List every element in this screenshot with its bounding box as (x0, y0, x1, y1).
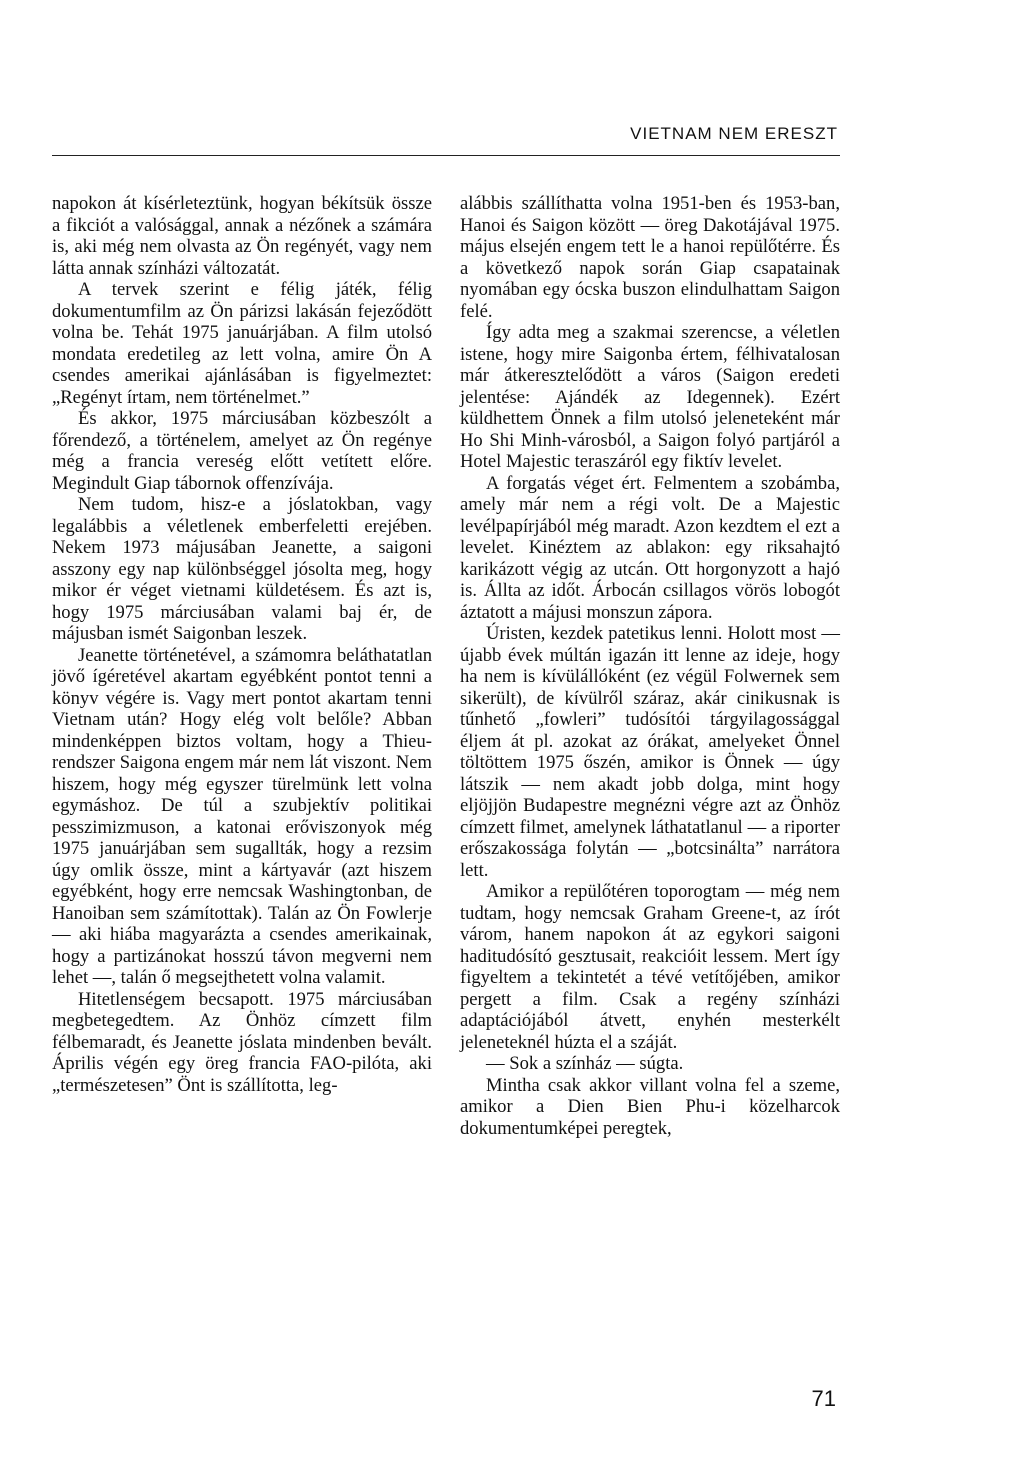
page-number: 71 (811, 1386, 836, 1411)
paragraph: — Sok a színház — súgta. (486, 1053, 684, 1074)
running-header: VIETNAM NEM ERESZT (630, 124, 838, 143)
paragraph: Így adta meg a szakmai szerencse, a véletlen istene, hogy mire Saigonba értem, félhivatalosan már átkeresztelődött a város (Saigon eredeti jelentése: Ajándék az Idegennek). Ezért küldhettem Önnek a film utolsó jeleneteként már Ho Shi Minh-városból, a Saigon folyó partjáról a Hotel Majestic teraszáról egy fiktív levelet. (460, 322, 840, 472)
paragraph: A forgatás véget ért. Felmentem a szobámba, amely már nem a régi volt. De a Majestic levélpapírjából még maradt. Azon kezdtem el ezt a levelet. Kinéztem az ablakon: egy riksahajtó karikázott végig az utcán. Ott horgonyzott a hajó is. Állta az időt. Árbocán csillagos vörös lobogót áztatott a májusi monszun zápora. (460, 472, 840, 623)
paragraph: Mintha csak akkor villant volna fel a szeme, amikor a Dien Bien Phu-i közelharcok dokumentumképei peregtek, (460, 1074, 840, 1139)
paragraph: Hitetlenségem becsapott. 1975 márciusában megbetegedtem. Az Önhöz címzett film félbemaradt, és Jeanette jóslata mindenben bevált. Április végén egy öreg francia FAO-pilóta, aki „természetesen” Önt is szállította, leg- (52, 988, 432, 1096)
paragraph: napokon át kísérleteztünk, hogyan békítsük össze a fikciót a valósággal, annak a nézőnek a számára is, aki még nem olvasta az Ön regényét, vagy nem látta annak színházi változatát. (52, 193, 432, 279)
paragraph: Jeanette történetével, a számomra beláthatatlan jövő ígéretével akartam egyébként pontot tenni a könyv végére is. Vagy mert pontot akartam tenni Vietnam után? Hogy elég volt belőle? Abban mindenképpen biztos voltam, hogy a Thieu-rendszer Saigona engem már nem lát viszont. Nem hiszem, hogy még egyszer türelmünk lett volna egymáshoz. De túl a szubjektív politikai pesszimizmuson, a katonai erőviszonyok még 1975 januárjában sem sugallták, hogy a rezsim úgy omlik össze, mint a kártyavár (azt hiszem egyébként, hogy erre nemcsak Washingtonban, de Hanoiban sem számítottak). Talán az Ön Fowlerje — aki hiába magyarázta a csendes amerikainak, hogy a partizánokat hosszú távon megverni nem lehet —, talán ő megsejthetett volna valamit. (52, 644, 432, 988)
paragraph: Úristen, kezdek patetikus lenni. Holott most — újabb évek múltán igazán itt lenne az ideje, hogy ha nem is kívülállóként (ez végül Folwernek sem sikerült), de kívülről száraz, akár cinikusnak is tűnhető „fowleri” tudósítói tárgyilagossággal éljem át pl. azokat az órákat, amelyeket Önnel töltöttem 1975 őszén, amikor is Önnek — úgy látszik — nem akadt jobb dolga, mint hogy eljöjjön Budapestre megnézni végre azt az Önhöz címzett filmet, amelynek láthatatlanul — a riporter erőszakossága folytán — „botcsinálta” narrátora lett. (460, 623, 840, 881)
paragraph: Amikor a repülőtéren toporogtam — még nem tudtam, hogy nemcsak Graham Greene-t, az írót várom, hanem napokon át az egykori saigoni haditudósító gesztusait, reakcióit lessem. Mert így figyeltem a tekintetét a tévé vetítőjében, amikor pergett a film. Csak a regény színházi adaptációjából átvett, enyhén mesterkélt jeleneteknél húzta el a száját. (460, 881, 840, 1053)
paragraph: Nem tudom, hisz-e a jóslatokban, vagy legalábbis a véletlenek emberfeletti erejében. Nekem 1973 májusában Jeanette, a saigoni asszony egy nap különbséggel jósolta meg, hogy mikor ér véget vietnami küldetésem. És azt is, hogy 1975 márciusában valami baj ér, de májusban ismét Saigonban leszek. (52, 494, 432, 644)
right-column (460, 193, 840, 1139)
paragraph: A tervek szerint e félig játék, félig dokumentumfilm az Ön párizsi lakásán fejeződött volna be. Tehát 1975 januárjában. A film utolsó mondata eredetileg az lett volna, amire Ön A csendes amerikai ajánlásában is figyelmeztet: „Regényt írtam, nem történelmet.” (52, 279, 432, 408)
paragraph: És akkor, 1975 márciusában közbeszólt a főrendező, a történelem, amelyet az Ön regénye még a francia vereség előtt vetített előre. Megindult Giap tábornok offenzívája. (52, 408, 432, 494)
paragraph: alábbis szállíthatta volna 1951-ben és 1953-ban, Hanoi és Saigon között — öreg Dakotájával 1975. május elsején engem tett le a hanoi repülőtérre. És a következő napok során Giap csapatainak nyomában egy ócska buszon elindulhattam Saigon felé. (460, 193, 840, 322)
header-rule (52, 155, 840, 156)
left-column (52, 193, 432, 1096)
